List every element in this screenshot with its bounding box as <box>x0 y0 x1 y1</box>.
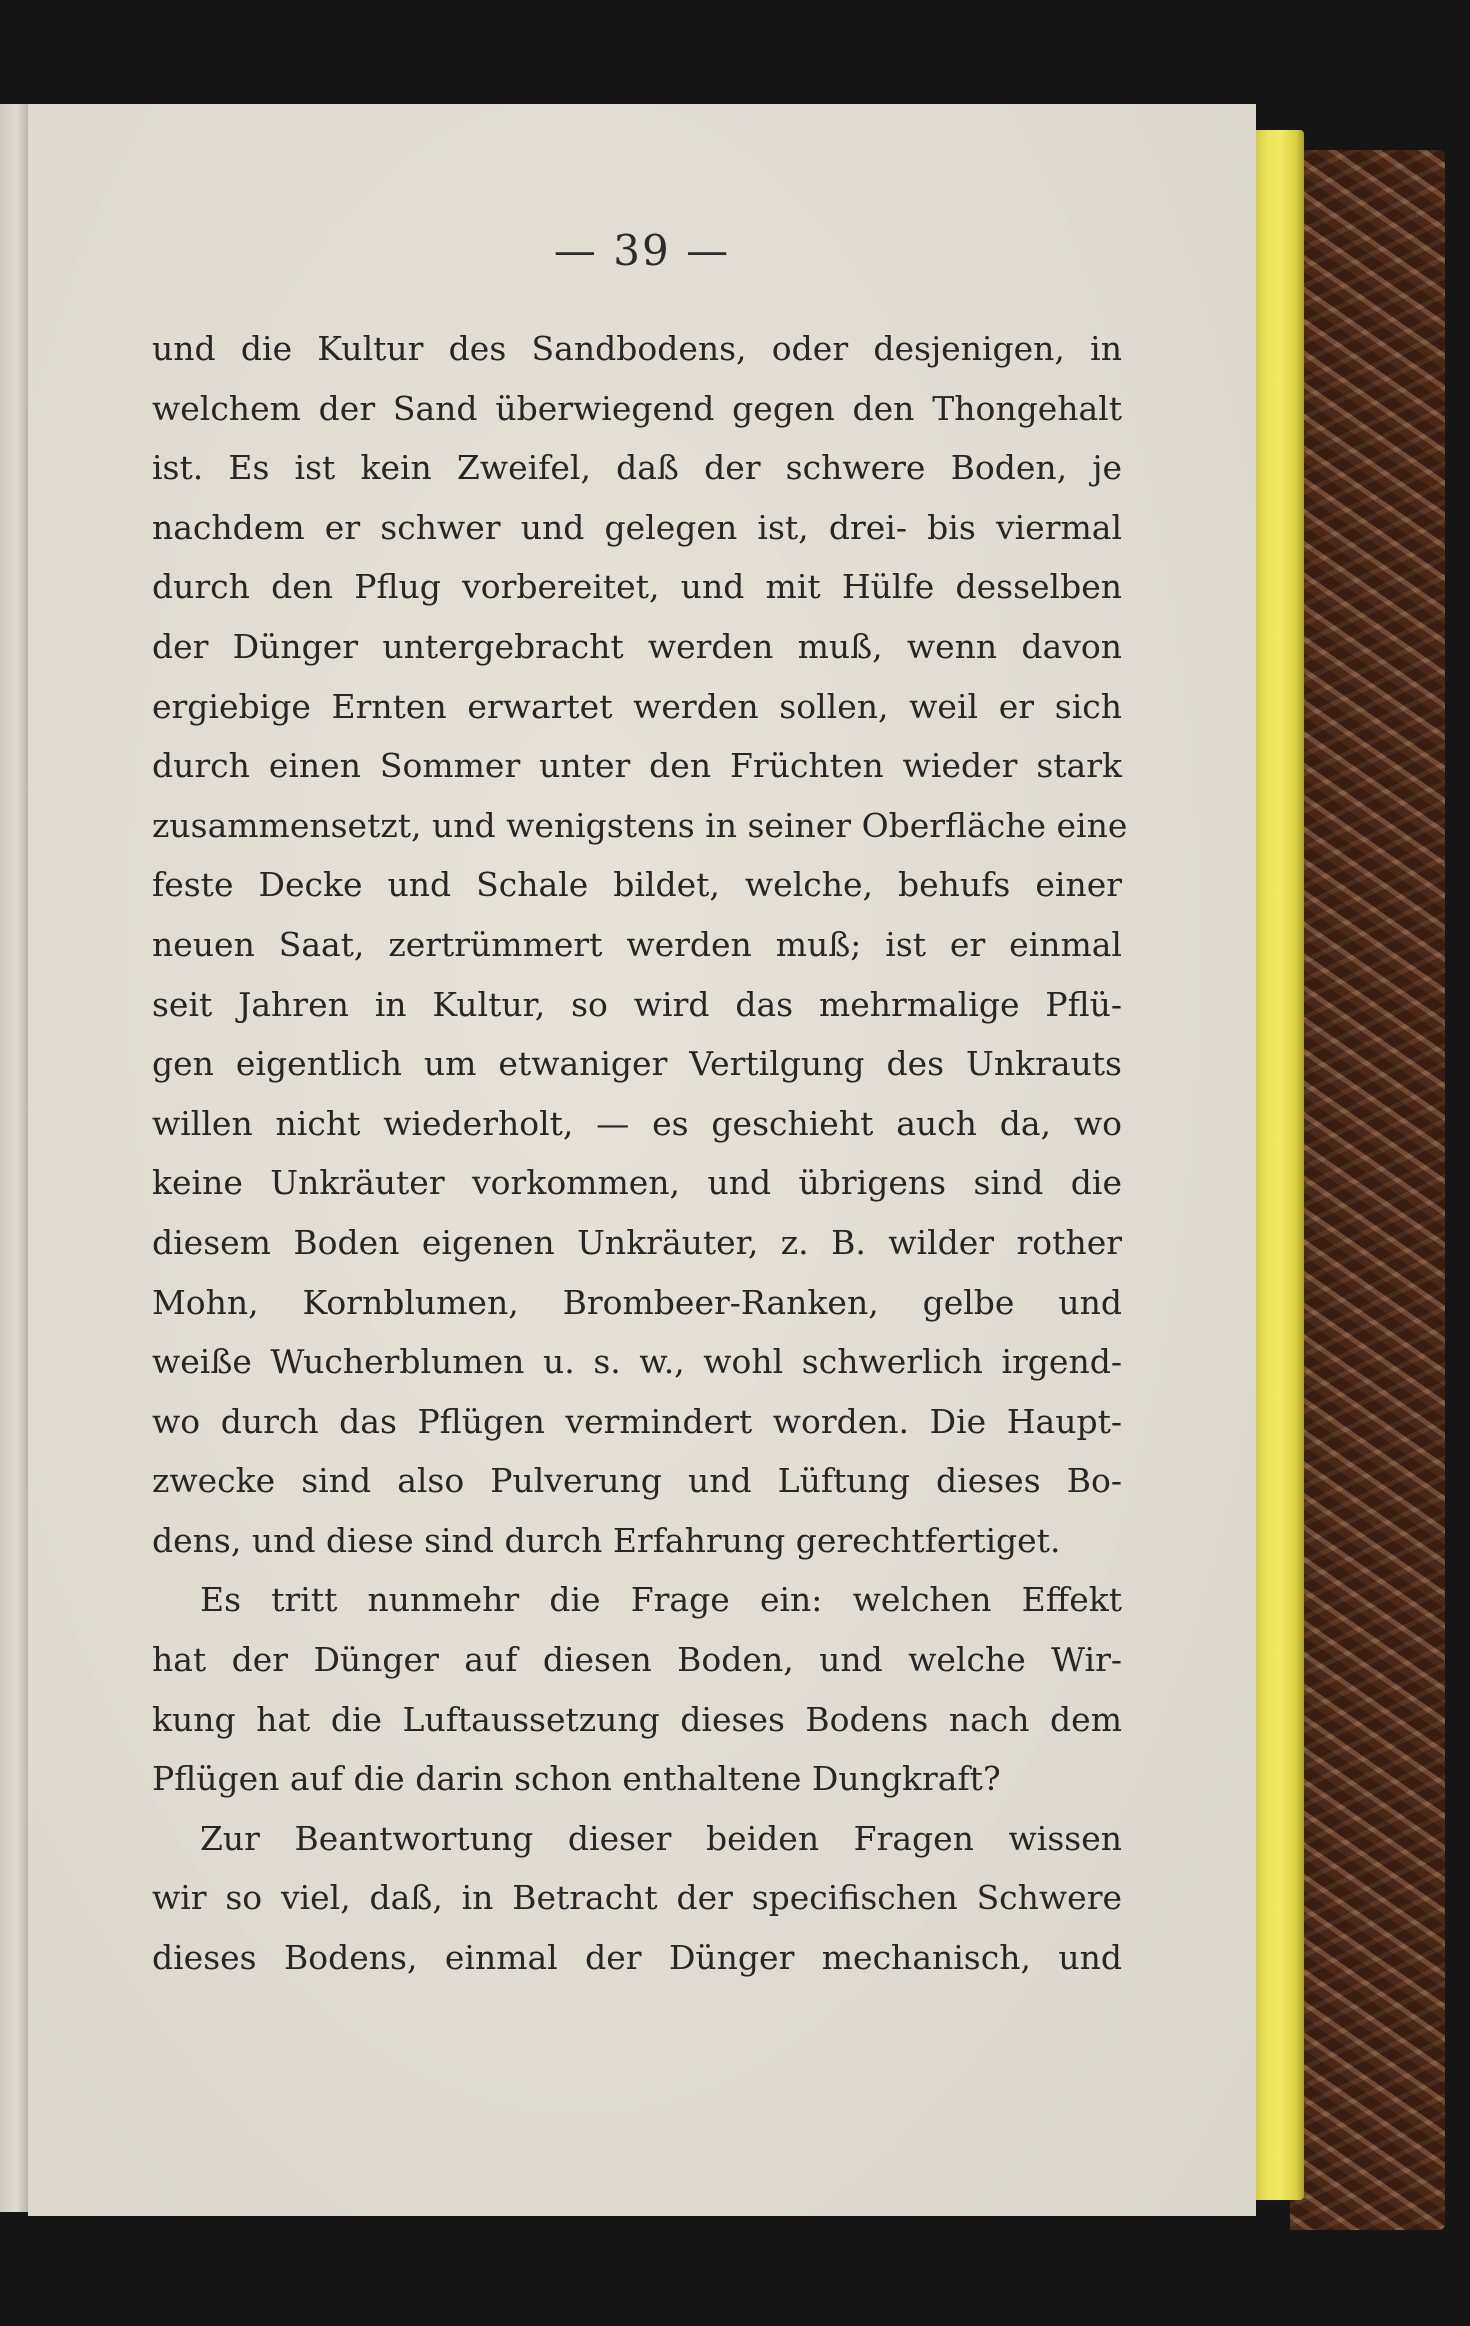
paragraph-start-line: Zur Beantwortung dieser beiden Fragen wissen <box>200 1818 1122 1858</box>
text-line: weiße Wucherblumen u. s. w., wohl schwerlich irgend- <box>152 1342 1122 1382</box>
text-line: hat der Dünger auf diesen Boden, und welche Wir- <box>152 1640 1122 1680</box>
text-line: gen eigentlich um etwaniger Vertilgung des Unkrauts <box>152 1044 1122 1084</box>
body-text <box>152 319 1128 1988</box>
text-line: wo durch das Pflügen vermindert worden. Die Haupt- <box>152 1401 1122 1441</box>
page-number: — 39 — <box>553 226 731 275</box>
page-edges <box>1252 130 1304 2200</box>
text-line: durch den Pflug vorbereitet, und mit Hülfe desselben <box>152 567 1122 607</box>
paragraph-start-line: Es tritt nunmehr die Frage ein: welchen Effekt <box>200 1580 1122 1620</box>
text-line: seit Jahren in Kultur, so wird das mehrmalige Pflü- <box>152 984 1122 1024</box>
text-line: zusammensetzt, und wenigstens in seiner Oberfläche eine <box>152 805 1128 845</box>
text-line: dieses Bodens, einmal der Dünger mechanisch, und <box>152 1938 1122 1978</box>
text-line: diesem Boden eigenen Unkräuter, z. B. wilder rother <box>152 1222 1122 1262</box>
text-line: nachdem er schwer und gelegen ist, drei- bis viermal <box>152 507 1122 547</box>
text-line: kung hat die Luftaussetzung dieses Bodens nach dem <box>152 1699 1122 1739</box>
text-line: zwecke sind also Pulverung und Lüftung dieses Bo- <box>152 1461 1122 1501</box>
text-line: keine Unkräuter vorkommen, und übrigens sind die <box>152 1163 1122 1203</box>
facing-page-edge <box>0 104 28 2212</box>
text-line: und die Kultur des Sandbodens, oder desjenigen, in <box>152 329 1122 368</box>
text-line: neuen Saat, zertrümmert werden muß; ist er einmal <box>152 924 1122 964</box>
text-line: willen nicht wiederholt, — es geschieht auch da, wo <box>152 1103 1122 1143</box>
text-line: feste Decke und Schale bildet, welche, behufs einer <box>152 865 1122 905</box>
text-line: Mohn, Kornblumen, Brombeer-Ranken, gelbe und <box>152 1282 1122 1322</box>
text-line: ist. Es ist kein Zweifel, daß der schwere Boden, je <box>152 448 1122 488</box>
text-line: dens, und diese sind durch Erfahrung gerechtfertiget. <box>152 1520 1061 1560</box>
text-line: durch einen Sommer unter den Früchten wieder stark <box>152 746 1122 786</box>
text-line: ergiebige Ernten erwartet werden sollen, weil er sich <box>152 686 1122 726</box>
text-line: Pflügen auf die darin schon enthaltene Dungkraft? <box>152 1759 1001 1799</box>
text-line: der Dünger untergebracht werden muß, wenn davon <box>152 626 1122 666</box>
book-page <box>28 104 1256 2216</box>
text-line: welchem der Sand überwiegend gegen den Thongehalt <box>152 388 1122 428</box>
book-cover <box>1290 150 1445 2230</box>
text-line: wir so viel, daß, in Betracht der specifischen Schwere <box>152 1878 1122 1918</box>
